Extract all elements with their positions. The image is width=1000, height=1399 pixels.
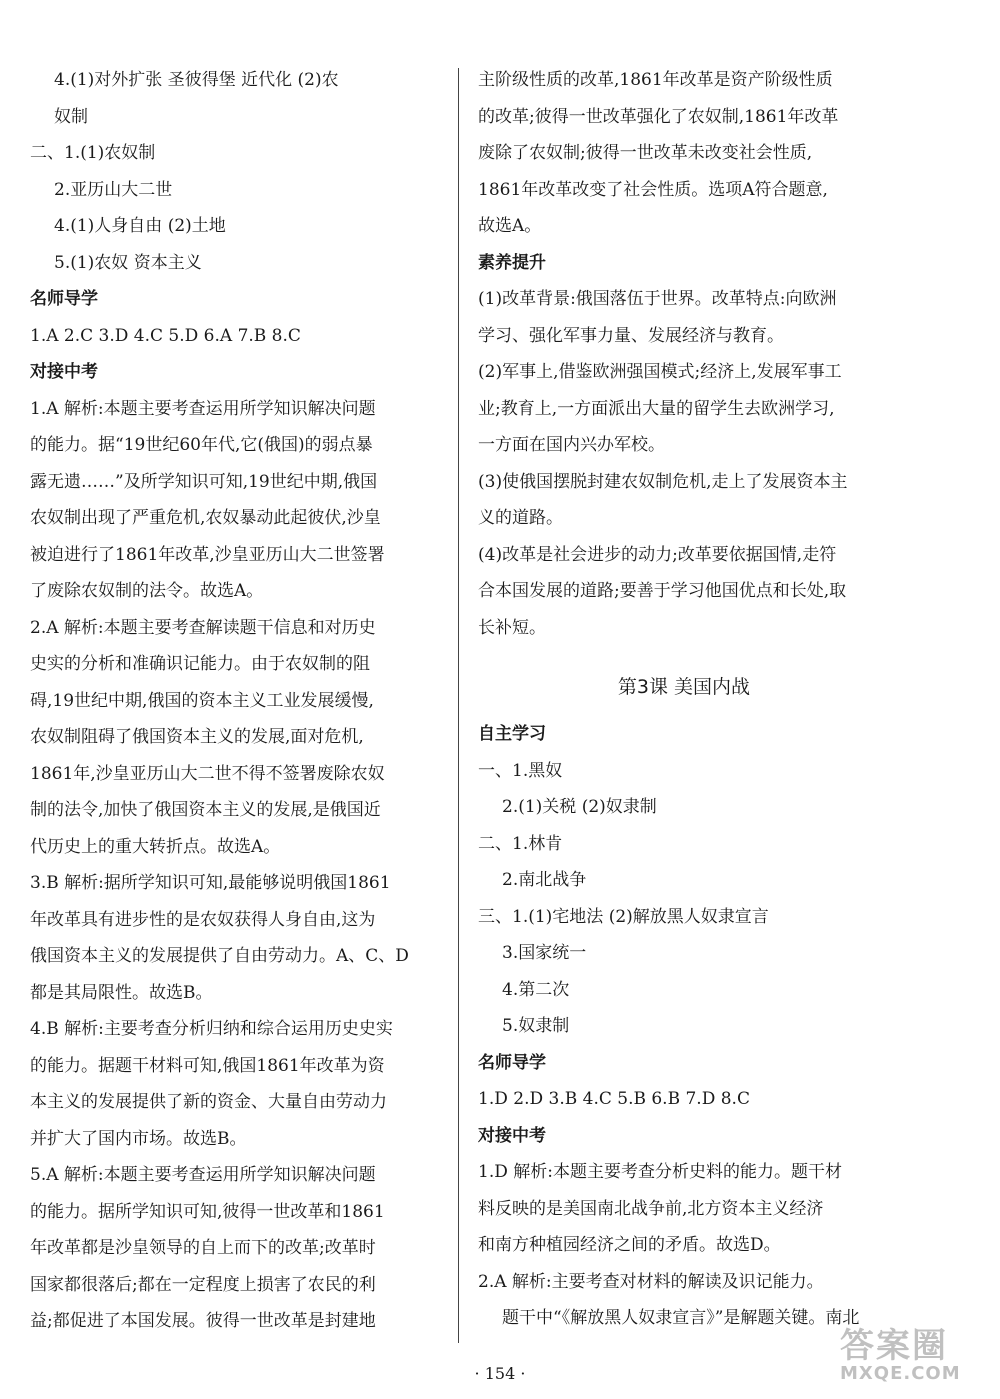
section-heading: 名师导学 (30, 289, 98, 309)
text-line: 业;教育上,一方面派出大量的留学生去欧洲学习, (478, 398, 835, 419)
text-line: 2.A 解析:本题主要考查解读题干信息和对历史 (30, 617, 376, 638)
text-line: 的能力。据“19世纪60年代,它(俄国)的弱点暴 (30, 435, 373, 455)
text-line: 1861年,沙皇亚历山大二世不得不签署废除农奴 (30, 763, 385, 784)
column-divider (458, 68, 459, 1343)
text-line: 1.D 解析:本题主要考查分析史料的能力。题干材 (478, 1162, 842, 1182)
left-column (30, 62, 438, 1340)
section-heading: 对接中考 (30, 362, 98, 382)
text-line: 奴制 (54, 106, 88, 127)
text-line: 史实的分析和准确识记能力。由于农奴制的阻 (30, 654, 370, 674)
text-line: 的能力。据所学知识可知,彼得一世改革和1861 (30, 1201, 385, 1222)
text-line: 合本国发展的道路;要善于学习他国优点和长处,取 (478, 581, 847, 601)
text-line: 义的道路。 (478, 508, 563, 528)
text-line: 1861年改革改变了社会性质。选项A符合题意, (478, 179, 828, 200)
text-line: 废除了农奴制;彼得一世改革未改变社会性质, (478, 143, 813, 163)
section-heading: 名师导学 (478, 1052, 546, 1073)
text-line: (3)使俄国摆脱封建农奴制危机,走上了发展资本主 (478, 471, 848, 492)
text-line: 题干中“《解放黑人奴隶宣言》”是解题关键。南北 (502, 1308, 860, 1328)
text-line: 代历史上的重大转折点。故选A。 (30, 836, 281, 857)
section-heading: 自主学习 (478, 724, 546, 744)
text-line: 三、1.(1)宅地法 (2)解放黑人奴隶宣言 (478, 906, 769, 927)
text-line: 1.D 2.D 3.B 4.C 5.B 6.B 7.D 8.C (478, 1089, 750, 1109)
page-number: · 154 · (474, 1364, 526, 1383)
text-line: 碍,19世纪中期,俄国的资本主义工业发展缓慢, (30, 690, 374, 711)
text-line: 农奴制阻碍了俄国资本主义的发展,面对危机, (30, 727, 364, 747)
text-line: 并扩大了国内市场。故选B。 (30, 1128, 247, 1149)
text-line: (4)改革是社会进步的动力;改革要依据国情,走符 (478, 544, 837, 565)
lesson-title: 第3课 美国内战 (617, 676, 751, 698)
text-line: 益;都促进了本国发展。彼得一世改革是封建地 (30, 1311, 376, 1331)
text-line: 年改革具有进步性的是农奴获得人身自由,这为 (30, 909, 376, 930)
text-line: 1.A 解析:本题主要考查运用所学知识解决问题 (30, 398, 376, 419)
text-line: 长补短。 (478, 617, 546, 638)
text-line: 露无遗……”及所学知识可知,19世纪中期,俄国 (30, 471, 378, 492)
text-line: 主阶级性质的改革,1861年改革是资产阶级性质 (478, 70, 833, 90)
text-line: 3.B 解析:据所学知识可知,最能够说明俄国1861 (30, 873, 391, 893)
text-line: 5.(1)农奴 资本主义 (54, 252, 202, 273)
text-line: 国家都很落后;都在一定程度上损害了农民的利 (30, 1274, 376, 1295)
text-line: 都是其局限性。故选B。 (30, 982, 213, 1003)
text-line: 3.国家统一 (502, 943, 587, 963)
text-line: 4.B 解析:主要考查分析归纳和综合运用历史史实 (30, 1019, 393, 1039)
text-line: 一、1.黑奴 (478, 760, 563, 781)
text-line: 学习、强化军事力量、发展经济与教育。 (478, 325, 784, 346)
text-line: 5.A 解析:本题主要考查运用所学知识解决问题 (30, 1165, 376, 1185)
text-line: 5.奴隶制 (502, 1016, 570, 1036)
text-line: 年改革都是沙皇领导的自上而下的改革;改革时 (30, 1238, 376, 1258)
text-line: (1)改革背景:俄国落伍于世界。改革特点:向欧洲 (478, 289, 837, 309)
text-line: 俄国资本主义的发展提供了自由劳动力。A、C、D (30, 946, 409, 966)
right-column (478, 62, 890, 1337)
text-line: 二、1.林肯 (478, 833, 563, 854)
text-line: 制的法令,加快了俄国资本主义的发展,是俄国近 (30, 800, 381, 820)
text-line: 农奴制出现了严重危机,农奴暴动此起彼伏,沙皇 (30, 508, 381, 528)
text-line: 一方面在国内兴办军校。 (478, 435, 665, 455)
section-heading: 对接中考 (478, 1125, 546, 1146)
text-line: 的能力。据题干材料可知,俄国1861年改革为资 (30, 1055, 385, 1076)
text-line: 二、1.(1)农奴制 (30, 143, 156, 163)
right-bottom-block (478, 716, 890, 1337)
section-heading: 素养提升 (478, 252, 546, 273)
text-line: 故选A。 (478, 216, 542, 236)
text-line: 2.亚历山大二世 (54, 179, 173, 200)
text-line: 了废除农奴制的法令。故选A。 (30, 581, 264, 601)
text-line: 和南方种植园经济之间的矛盾。故选D。 (478, 1235, 781, 1255)
text-line: 的改革;彼得一世改革强化了农奴制,1861年改革 (478, 106, 839, 127)
text-line: (2)军事上,借鉴欧洲强国模式;经济上,发展军事工 (478, 362, 842, 382)
watermark-logo: 答案圈 MXQE.COM (840, 1326, 961, 1384)
text-line: 2.(1)关税 (2)奴隶制 (502, 797, 657, 817)
text-line: 2.南北战争 (502, 870, 587, 890)
text-line: 1.A 2.C 3.D 4.C 5.D 6.A 7.B 8.C (30, 325, 301, 346)
right-top-block (478, 62, 890, 646)
text-line: 被迫进行了1861年改革,沙皇亚历山大二世签署 (30, 544, 385, 565)
text-line: 4.(1)对外扩张 圣彼得堡 近代化 (2)农 (54, 70, 339, 90)
text-line: 本主义的发展提供了新的资金、大量自由劳动力 (30, 1092, 387, 1112)
text-line: 4.第二次 (502, 979, 570, 1000)
text-line: 4.(1)人身自由 (2)土地 (54, 216, 226, 236)
text-line: 料反映的是美国南北战争前,北方资本主义经济 (478, 1198, 824, 1219)
text-line: 2.A 解析:主要考查对材料的解读及识记能力。 (478, 1271, 824, 1292)
